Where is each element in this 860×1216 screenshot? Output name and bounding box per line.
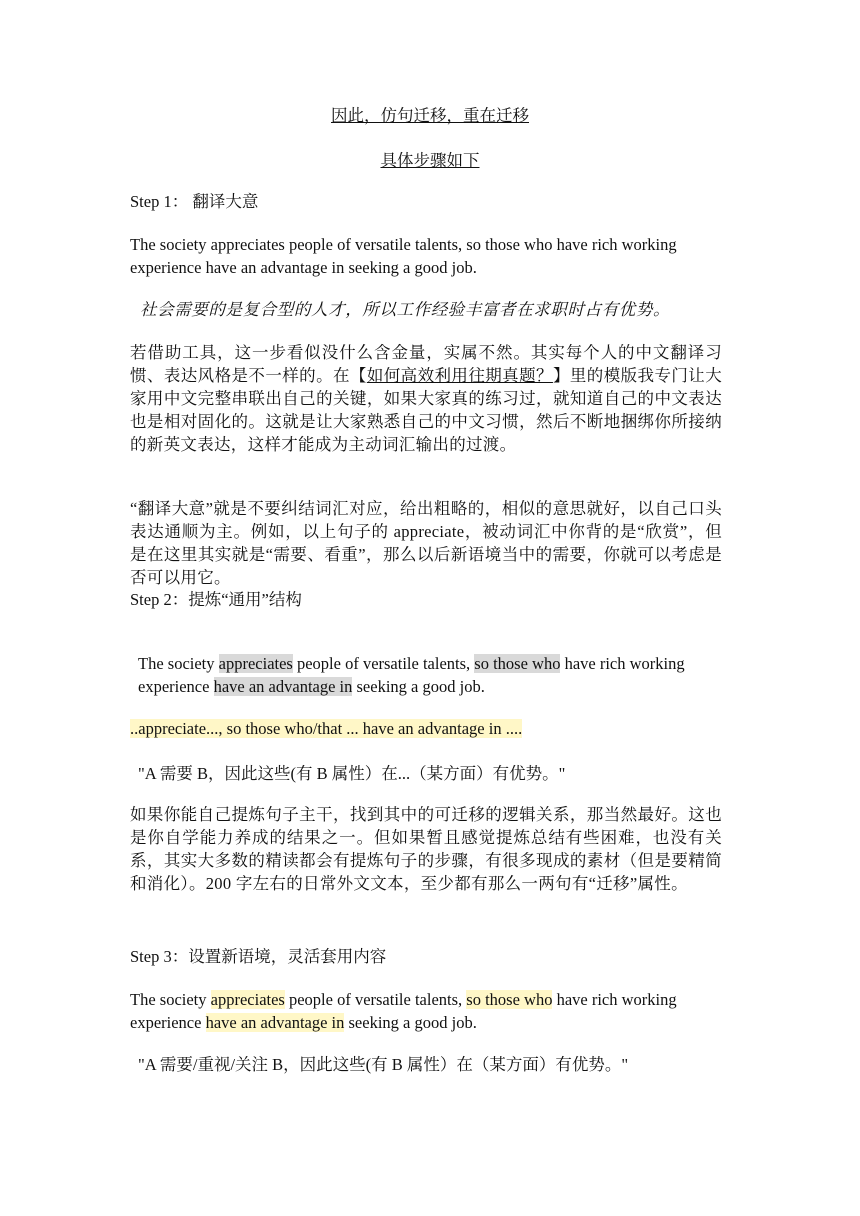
s3-highlight-appreciates: appreciates	[210, 990, 285, 1009]
step3-label: Step 3：设置新语境，灵活套用内容	[130, 947, 387, 966]
example-sentence-3-highlighted	[130, 988, 722, 1034]
s2-highlight-have-an-advantage-in: have an advantage in	[213, 677, 353, 696]
s3-part-4: seeking a good job.	[344, 1013, 477, 1032]
pattern-line-2: "A 需要/重视/关注 B，因此这些(有 B 属性）在（某方面）有优势。"	[138, 1055, 629, 1074]
s3-part-1: The society	[130, 990, 211, 1009]
heading-steps-text: 具体步骤如下	[380, 151, 480, 170]
structure-line	[130, 717, 722, 740]
s2-part-4: seeking a good job.	[352, 677, 485, 696]
s2-part-1: The society	[138, 654, 219, 673]
s3-part-3: have rich working experience	[130, 990, 677, 1032]
s3-highlight-so-those-who: so those who	[466, 990, 553, 1009]
step1-label: Step 1： 翻译大意	[130, 192, 259, 211]
s2-highlight-appreciates: appreciates	[218, 654, 293, 673]
paragraph-extract-sentence: 如果你能自己提炼句子主干，找到其中的可迁移的逻辑关系，那当然最好。这也是你自学能力养成的结果之一。但如果暂且感觉提炼总结有些困难，也没有关系，其实大多数的精读都会有提炼句子的步骤，有很多现成的素材（但是要精简和消化）。200 字左右的日常外文文本，至少都有那么一两句有“迁移”属性。	[130, 805, 722, 893]
past-exams-link[interactable]: 如何高效利用往期真题？	[366, 366, 553, 385]
example-sentence-1: The society appreciates people of versatile talents, so those who have rich working experience have an advantage in seeking a good job.	[130, 235, 677, 277]
s3-part-2: people of versatile talents,	[284, 990, 467, 1009]
paragraph-translation-habits-after: 】里的模版我专门让大家用中文完整串联出自己的关键，如果大家真的练习过，就知道自己的中文表达也是相对固化的。这就是让大家熟悉自己的中文习惯，然后不断地捆绑你所接纳的新英文表达，这样才能成为主动词汇输出的过渡。	[130, 366, 722, 454]
paragraph-rough-translation: “翻译大意”就是不要纠结词汇对应，给出粗略的，相似的意思就好，以自己口头表达通顺为主。例如，以上句子的 appreciate，被动词汇中你背的是“欣赏”，但是在这里其实就是“需要、看重”，那么以后新语境当中的需要，你就可以考虑是否可以用它。	[130, 499, 722, 587]
heading-steps	[0, 149, 860, 172]
pattern-line-1: "A 需要 B，因此这些(有 B 属性）在...（某方面）有优势。"	[138, 764, 566, 783]
chinese-translation: 社会需要的是复合型的人才，所以工作经验丰富者在求职时占有优势。	[140, 300, 671, 319]
paragraph-translation-habits	[130, 341, 722, 456]
s3-highlight-have-an-advantage-in: have an advantage in	[205, 1013, 345, 1032]
heading-transfer	[0, 104, 860, 127]
heading-transfer-text: 因此，仿句迁移，重在迁移	[331, 106, 529, 125]
s2-part-2: people of versatile talents,	[292, 654, 475, 673]
paragraph-translation-habits-before: 若借助工具，这一步看似没什么含金量，实属不然。其实每个人的中文翻译习惯、表达风格是不一样的。在【	[130, 343, 722, 385]
step2-label: Step 2：提炼“通用”结构	[130, 590, 302, 609]
s2-part-3: have rich working experience	[138, 654, 685, 696]
s2-highlight-so-those-who: so those who	[474, 654, 561, 673]
example-sentence-2-highlighted	[138, 652, 728, 698]
structure-text: ..appreciate..., so those who/that ... have an advantage in ....	[130, 719, 523, 738]
